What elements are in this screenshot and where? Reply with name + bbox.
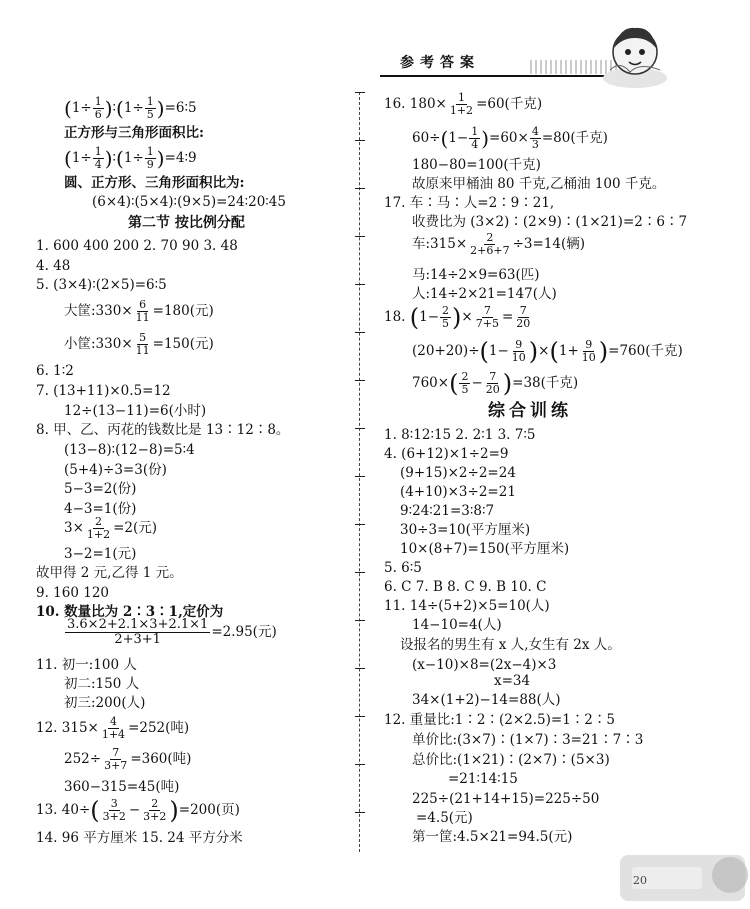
answer-q10: 10. 数量比为 2∶3∶1,定价为 (36, 604, 224, 620)
page-number: 20 (633, 874, 647, 887)
answer-q17-horses: 马:14÷2×9=63(匹) (412, 267, 540, 283)
answer-q8-step-2: (5+4)÷3=3(份) (64, 462, 167, 478)
answer-q8-conclusion: 故甲得 2 元,乙得 1 元。 (36, 565, 183, 581)
answer-r12-unit-value: =4.5(元) (416, 810, 473, 826)
answer-r12-total-ratio-result: =21∶14∶15 (448, 771, 518, 787)
answer-q14-15: 14. 96 平方厘米 15. 24 平方分米 (36, 830, 243, 846)
answer-q8-step-6: 3−2=1(元) (64, 546, 137, 562)
answer-q18-step-1: (20+20)÷(1− $\frac{9}{10}$ )×(1+ $\frac{9}{10}$ )=760(千克) (412, 337, 683, 366)
column-divider-ticks (355, 92, 365, 852)
answer-r12-first-basket: 第一筐:4.5×21=94.5(元) (412, 829, 573, 845)
answer-q16-step-2: 180−80=100(千克) (412, 157, 541, 173)
answer-q10-formula: $\frac{3.6\times 2+2.1\times 3+2.1\times 1}{2+3+1}$ =2.95(元) (67, 617, 277, 647)
answer-r1-3: 1. 8∶12∶15 2. 2∶1 3. 7∶5 (384, 427, 536, 443)
left-line-2: 正方形与三角形面积比: (64, 125, 204, 141)
answer-r4-step-3: 9∶24∶21=3∶8∶7 (400, 503, 495, 519)
answer-q11: 11. 初一:100 人 (36, 657, 137, 673)
section-heading-2: 第二节 按比例分配 (128, 215, 245, 231)
answer-q17-people: 人:14÷2×21=147(人) (412, 286, 557, 302)
answer-q17: 17. 车∶马∶人=2∶9∶21, (384, 195, 555, 211)
answer-q9: 9. 160 120 (36, 585, 109, 601)
answer-q8-step-4: 4−3=1(份) (64, 501, 137, 517)
answer-q13: 13. 40÷( $\frac{3}{3+2}$ − $\frac{2}{3+2}$ )=200(页) (36, 796, 240, 825)
answer-q8-step-5: 3× $\frac{2}{1+2}$ =2(元) (64, 515, 158, 541)
answer-r4: 4. (6+12)×1÷2=9 (384, 446, 509, 462)
answer-r5: 5. 6∶5 (384, 560, 422, 576)
left-line-1: (1÷ $\frac{1}{6}$ )∶(1÷ $\frac{1}{5}$ )=6∶5 (64, 95, 197, 121)
answer-q5-large: 大筐:330× $\frac{6}{11}$ =180(元) (64, 298, 214, 324)
answer-q16-step-1: 60÷(1− $\frac{1}{4}$ )=60× $\frac{4}{3}$ =80(千克) (412, 125, 608, 151)
answer-r4-step-2: (4+10)×3÷2=21 (400, 484, 516, 500)
answer-q4: 4. 48 (36, 258, 71, 274)
answer-r11-solution: x=34 (494, 673, 531, 689)
answer-q16: 16. 180× $\frac{1}{1+2}$ =60(千克) (384, 91, 543, 117)
answer-q8-step-3: 5−3=2(份) (64, 481, 137, 497)
answer-q11-grade2: 初二:150 人 (64, 676, 140, 692)
answer-r12: 12. 重量比:1∶2∶(2×2.5)=1∶2∶5 (384, 712, 615, 728)
page-header-title: 参考答案 (400, 55, 480, 71)
answer-q1: 1. 600 400 200 2. 70 90 3. 48 (36, 238, 238, 254)
answer-q12-step-2: 360−315=45(吨) (64, 779, 180, 795)
answer-r11-result: 34×(1+2)−14=88(人) (412, 692, 561, 708)
answer-q16-conclusion: 故原来甲桶油 80 千克,乙桶油 100 千克。 (412, 176, 666, 192)
answer-q7-step: 12÷(13−11)=6(小时) (64, 403, 207, 419)
answer-q8-step-1: (13−8)∶(12−8)=5∶4 (64, 442, 195, 458)
answer-q6: 6. 1∶2 (36, 363, 74, 379)
answer-r12-total-ratio: 总价比:(1×21)∶(2×7)∶(5×3) (412, 752, 610, 768)
answer-r11-setup: 设报名的男生有 x 人,女生有 2x 人。 (400, 637, 621, 653)
left-line-3: (1÷ $\frac{1}{4}$ )∶(1÷ $\frac{1}{9}$ )=4∶9 (64, 145, 197, 171)
answer-r11: 11. 14÷(5+2)×5=10(人) (384, 598, 550, 614)
answer-q17-ratio: 收费比为 (3×2)∶(2×9)∶(1×21)=2∶6∶7 (412, 214, 688, 230)
left-line-4: 圆、正方形、三角形面积比为: (64, 175, 245, 191)
answer-q12: 12. 315× $\frac{4}{1+4}$ =252(吨) (36, 715, 190, 741)
answer-q12-step-1: 252÷ $\frac{7}{3+7}$ =360(吨) (64, 746, 192, 772)
answer-r12-unit-ratio: 单价比:(3×7)∶(1×7)∶3=21∶7∶3 (412, 732, 644, 748)
answer-q5: 5. (3×4)∶(2×5)=6∶5 (36, 277, 167, 293)
answer-q11-grade3: 初三:200(人) (64, 695, 146, 711)
section-heading-comprehensive: 综合训练 (488, 401, 572, 421)
header-rule (380, 75, 610, 77)
answer-r4-step-1: (9+15)×2÷2=24 (400, 465, 516, 481)
answer-r11-equation: (x−10)×8=(2x−4)×3 (412, 657, 557, 673)
footer-watermark-logo (610, 845, 750, 909)
answer-r11-step-1: 14−10=4(人) (412, 617, 502, 633)
answer-r12-division: 225÷(21+14+15)=225÷50 (412, 791, 600, 807)
left-line-5: (6×4)∶(5×4)∶(9×5)=24∶20∶45 (92, 194, 286, 210)
answer-q8: 8. 甲、乙、丙花的钱数比是 13∶12∶8。 (36, 422, 290, 438)
answer-q5-small: 小筐:330× $\frac{5}{11}$ =150(元) (64, 331, 214, 357)
answer-q7: 7. (13+11)×0.5=12 (36, 383, 171, 399)
answer-r6-10: 6. C 7. B 8. C 9. B 10. C (384, 579, 547, 595)
answer-q17-cars: 车:315× $\frac{2}{2+6+7}$ ÷3=14(辆) (412, 231, 586, 257)
answer-r4-step-4: 30÷3=10(平方厘米) (400, 522, 531, 538)
answer-q18: 18. (1− $\frac{2}{5}$ )× $\frac{7}{7+5}$ = $\frac{7}{20}$ (384, 303, 531, 332)
answer-q18-step-2: 760×( $\frac{2}{5}$ − $\frac{7}{20}$ )=38(千克) (412, 369, 579, 398)
answer-r4-step-5: 10×(8+7)=150(平方厘米) (400, 541, 570, 557)
mascot-girl-icon (600, 20, 670, 90)
